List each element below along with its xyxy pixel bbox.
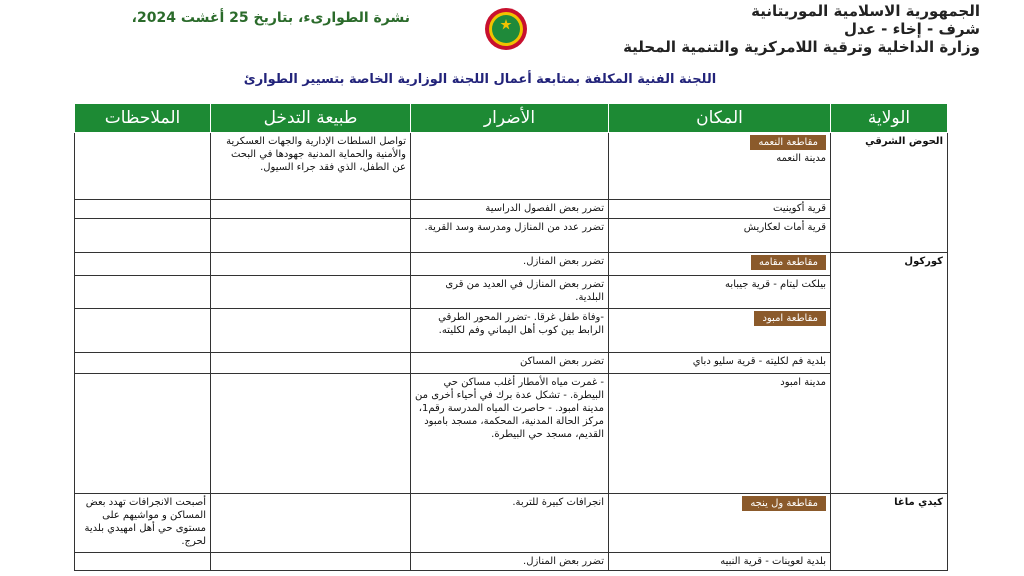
table-row <box>75 200 948 218</box>
notes-cell <box>75 552 211 570</box>
col-header-damage: الأضرار <box>411 104 609 133</box>
place-cell <box>609 494 831 552</box>
committee-title: اللجنة الفنية المكلفة بمتابعة أعمال اللجنة الوزارية الخاصة بتسيير الطوارئ <box>243 72 717 87</box>
place-label: مدينة النعمه <box>776 153 826 164</box>
col-header-place: المكان <box>609 104 831 133</box>
damage-cell: تضرر بعض المساكن <box>411 353 609 373</box>
notes-cell: أصبحت الانجرافات تهدد بعض المساكن و مواشيهم على مستوى حي أهل امهيدي بلدية لحرج. <box>75 494 211 552</box>
damage-cell: تضرر عدد من المنازل ومدرسة وسد القرية. <box>411 218 609 253</box>
place-cell: بيلكت ليتام - قرية جيبابه <box>609 275 831 308</box>
place-cell: بلدية لعوينات - قرية النبيه <box>609 552 831 570</box>
table-row <box>75 253 948 275</box>
notes-cell <box>75 373 211 493</box>
col-header-wilaya: الولاية <box>831 104 948 133</box>
intervention-cell <box>211 308 411 353</box>
department-tag: مقاطعة ول ينجه <box>742 496 826 511</box>
intervention-cell <box>211 353 411 373</box>
intervention-cell: تواصل السلطات الإدارية والجهات العسكرية والأمنية والحماية المدنية جهودها في البحث عن الطفل، الذي فقد جراء السيول. <box>211 133 411 200</box>
wilaya-cell: كيدي ماغا <box>831 494 948 571</box>
intervention-cell <box>211 218 411 253</box>
intervention-cell <box>211 494 411 552</box>
intervention-cell <box>211 275 411 308</box>
intervention-cell <box>211 253 411 275</box>
country-name: الجمهورية الاسلامية الموريتانية <box>751 2 980 20</box>
damage-cell: - غمرت مياه الأمطار أغلب مساكن حي البيطرة. - تشكل عدة برك في أحياء أخرى من مدينة امبود. - حاصرت المياه المدرسة رقم1، مركز الحالة المدنية، المحكمة، مسجد بامبود القديم، مسجد حي البيطرة. <box>411 373 609 493</box>
table-row <box>75 218 948 253</box>
department-tag: مقاطعة امبود <box>754 311 826 326</box>
place-cell: بلدية فم لكليته - قرية سليو دباي <box>609 353 831 373</box>
table-header-row <box>75 104 948 133</box>
wilaya-cell: الحوض الشرقي <box>831 133 948 253</box>
notes-cell <box>75 218 211 253</box>
col-header-intervention: طبيعة التدخل <box>211 104 411 133</box>
notes-cell <box>75 200 211 218</box>
table-row <box>75 552 948 570</box>
intervention-cell <box>211 552 411 570</box>
table-row <box>75 353 948 373</box>
notes-cell <box>75 308 211 353</box>
damage-cell: تضرر بعض المنازل. <box>411 552 609 570</box>
damage-cell: -وفاة طفل غرقا. -تضرر المحور الطرقي الرابط بين كوب أهل اليماني وفم لكليته. <box>411 308 609 353</box>
department-tag: مقاطعة مقامه <box>751 255 826 270</box>
table-row <box>75 373 948 493</box>
notes-cell <box>75 275 211 308</box>
place-cell <box>609 308 831 353</box>
national-motto: شرف - إخاء - عدل <box>843 20 980 38</box>
notes-cell <box>75 253 211 275</box>
emergency-report-table <box>74 103 948 571</box>
ministry-name: وزارة الداخلية وترقية اللامركزية والتنمية المحلية <box>623 38 980 56</box>
damage-cell: تضرر بعض المنازل. <box>411 253 609 275</box>
wilaya-cell: كوركول <box>831 253 948 494</box>
intervention-cell <box>211 373 411 493</box>
table-row <box>75 133 948 200</box>
damage-cell <box>411 133 609 200</box>
damage-cell: تضرر بعض المنازل في العديد من قرى البلدية. <box>411 275 609 308</box>
intervention-cell <box>211 200 411 218</box>
national-emblem-icon <box>474 6 538 52</box>
bulletin-date: نشرة الطوارىء، بتاريخ 25 أغشت 2024، <box>131 10 410 26</box>
damage-cell: انجرافات كبيرة للتربة. <box>411 494 609 552</box>
table-row <box>75 494 948 552</box>
col-header-notes: الملاحظات <box>75 104 211 133</box>
place-cell: قرية أكوينيت <box>609 200 831 218</box>
notes-cell <box>75 133 211 200</box>
notes-cell <box>75 353 211 373</box>
place-cell <box>609 133 831 200</box>
damage-cell: تضرر بعض الفصول الدراسية <box>411 200 609 218</box>
place-cell: مدينة امبود <box>609 373 831 493</box>
department-tag: مقاطعة النعمه <box>750 135 826 150</box>
table-row <box>75 275 948 308</box>
place-cell <box>609 253 831 275</box>
table-row <box>75 308 948 353</box>
letterhead <box>560 2 980 56</box>
place-cell: قرية أمات لعكاريش <box>609 218 831 253</box>
